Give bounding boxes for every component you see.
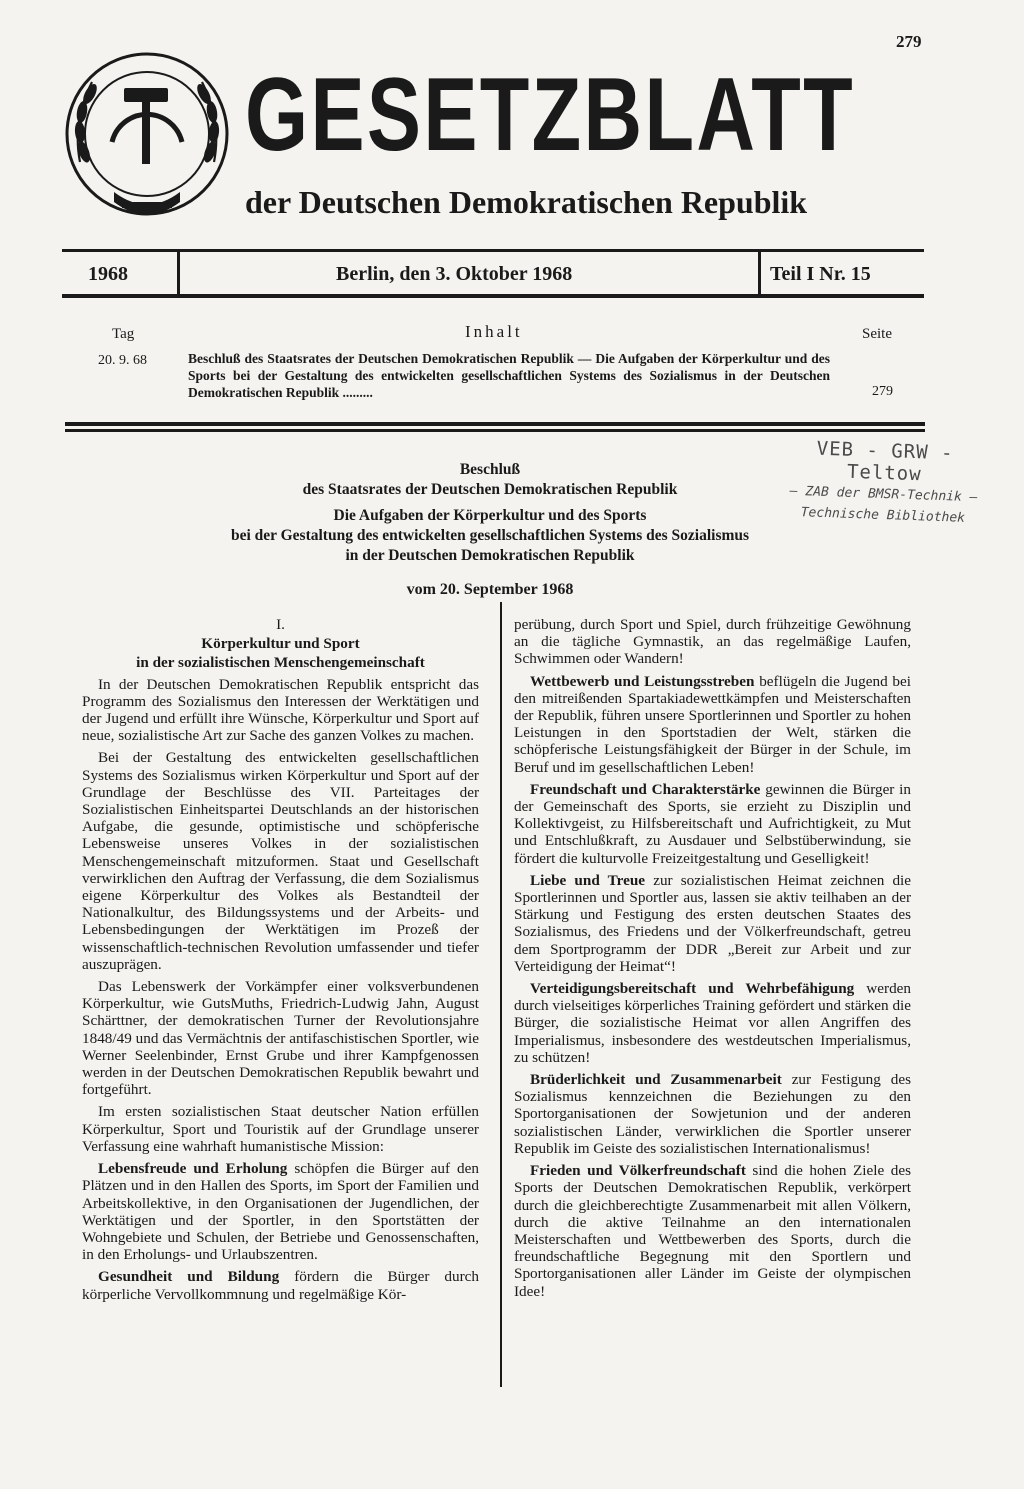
paragraph-text: beflügeln die Jugend bei den mitreißenden Spartakiadewettkämpfen und Meisterschaften der Republik, führen unsere Sportlerinnen und Sportler zu hohen Leistungen in den Sportstadien der Welt, stärken die schöpferische Leistungsfähigkeit der Bürger in der Schule, im Beruf und im gesellschaftlichen Leben! bbox=[514, 672, 911, 776]
page-number: 279 bbox=[896, 32, 922, 51]
resolution-line-4: bei der Gestaltung des entwickelten gesellschaftlichen Systems des Sozialismus bbox=[230, 527, 750, 544]
toc-entry-leader: ......... bbox=[342, 385, 373, 400]
paragraph bbox=[514, 1162, 911, 1300]
toc-header-day: Tag bbox=[112, 326, 135, 342]
paragraph bbox=[514, 673, 911, 776]
paragraph-keyword: Brüderlichkeit und Zusammenarbeit bbox=[530, 1071, 782, 1089]
paragraph-text: sind die hohen Ziele des Sports der Deutschen Demokratischen Republik, verkörpert durch die gleichberechtigte Zusammenarbeit mit allen Völkern, durch die aktive Teilnahme an den internationalen Meisterschaften und Wettbewerben des Sports, durch die freundschaftliche Begegnung mit den Sportlern und Sportorganisationen aller Länder im Geiste der olympischen Idee! bbox=[514, 1162, 911, 1300]
paragraph bbox=[514, 872, 911, 975]
paragraph-keyword: Liebe und Treue bbox=[530, 871, 646, 889]
toc-entry-page: 279 bbox=[872, 384, 893, 399]
toc-entry-text: Beschluß des Staatsrates der Deutschen Demokratischen Republik — Die Aufgaben der Körperkultur und des Sports bei der Gestaltung des entwickelten gesellschaftlichen Systems des Sozialismus in der Deutschen Demokratischen Republik bbox=[188, 351, 830, 400]
paragraph bbox=[514, 781, 911, 867]
section-numeral: I. bbox=[276, 616, 285, 633]
paragraph-text: werden durch vielseitiges körperliches Training gefördert und stärken die Bürger, die sozialistische Heimat vor allen Angriffen des Imperialismus, insbesondere des westdeutschen Imperialismus, zu schützen! bbox=[514, 980, 911, 1066]
double-rule bbox=[65, 422, 925, 434]
resolution-title-block bbox=[170, 460, 810, 600]
paragraph: In der Deutschen Demokratischen Republik entspricht das Programm des Sozialismus den Interessen der Werktätigen und der Jugend und erfüllt ihre Wünsche, Körperkultur und Sport auf neue, sozialistische Art zur Sache des ganzen Volkes zu machen. bbox=[82, 675, 479, 745]
paragraph bbox=[82, 1268, 479, 1302]
masthead-subtitle: der Deutschen Demokratischen Republik bbox=[245, 184, 808, 220]
state-emblem-icon bbox=[62, 42, 232, 232]
paragraph-keyword: Frieden und Völkerfreundschaft bbox=[530, 1162, 746, 1180]
stamp-line-2: — ZAB der BMSR-Technik — bbox=[789, 483, 978, 506]
resolution-line-1: Beschluß bbox=[459, 461, 521, 478]
right-column bbox=[514, 616, 911, 1305]
paragraph-text: zur sozialistischen Heimat zeichnen die Sportlerinnen und Sportler aus, lassen sie aktiv teilhaben an der Stärkung und Festigung des ersten deutschen Staates des Sozialismus, des Friedens und der Völkerfreundschaft, getreu dem Sportprogramm der DDR „Bereit zur Arbeit und zur Verteidigung der Heimat“! bbox=[514, 871, 911, 975]
paragraph: Bei der Gestaltung des entwickelten gesellschaftlichen Systems des Sozialismus wirken Körperkultur und Sport auf der Grundlage der Beschlüsse des VII. Parteitages der Sozialistischen Einheitspartei Deutschlands an der historischen Aufgabe, die gesunde, optimistische und schöpferische Lebensweise unseres Volkes in der sozialistischen Menschengemeinschaft mitzuformen. Staat und Gesellschaft verwirklichen den Auftrag der Verfassung, die dem Sozialismus eigene Körperkultur des Volkes als Bestandteil der Nationalkultur, des Bildungssystems und der Arbeits- und Lebensbedingungen der Werktätigen im Prozeß der wissenschaftlich-technischen Revolution umfassender und tiefer auszuprägen. bbox=[82, 749, 479, 973]
toc-header-page: Seite bbox=[862, 326, 892, 342]
resolution-line-2: des Staatsrates der Deutschen Demokratischen Republik bbox=[302, 481, 678, 498]
paragraph-text: gewinnen die Bürger in der Gemeinschaft des Sports, sie erzieht zu Disziplin und Kollektivgeist, zu Hilfsbereitschaft und Aufrichtigkeit, zu Mut und Entschlußkraft, zu Ausdauer und Selbstüberwindung, sie fördert die kulturvolle Freizeitgestaltung und Geselligkeit! bbox=[514, 780, 911, 867]
stamp-line-1: VEB - GRW - Teltow bbox=[816, 437, 954, 486]
toc-entry-date: 20. 9. 68 bbox=[98, 353, 147, 368]
paragraph: Im ersten sozialistischen Staat deutscher Nation erfüllen Körperkultur, Sport und Touristik auf der Grundlage unserer Verfassung eine wahrhaft humanistische Mission: bbox=[82, 1103, 479, 1155]
paragraph bbox=[82, 1160, 479, 1263]
header-separator bbox=[758, 252, 761, 294]
paragraph-keyword: Wettbewerb und Leistungsstreben bbox=[530, 672, 755, 690]
paragraph: Das Lebenswerk der Vorkämpfer einer volksverbundenen Körperkultur, wie GutsMuths, Friedrich-Ludwig Jahn, August Schärttner, der demokratischen Turner der Revolutionsjahre 1848/49 und das Vermächtnis der antifaschistischen Sportler, wie Werner Seelenbinder, Ernst Grube und ihrer Kampfgenossen werden in der Deutschen Demokratischen Republik bewahrt und fortgeführt. bbox=[82, 978, 479, 1099]
header-rule-bottom bbox=[62, 294, 924, 298]
resolution-line-5: in der Deutschen Demokratischen Republik bbox=[345, 547, 635, 564]
section-heading-2: in der sozialistischen Menschengemeinschaft bbox=[136, 654, 425, 672]
header-separator bbox=[177, 252, 180, 294]
resolution-date: vom 20. September 1968 bbox=[406, 581, 574, 598]
paragraph-keyword: Freundschaft und Charakterstärke bbox=[530, 780, 761, 798]
paragraph: perübung, durch Sport und Spiel, durch frühzeitige Gewöhnung an die tägliche Gymnastik, an das regelmäßige Laufen, Schwimmen oder Wandern! bbox=[514, 616, 911, 668]
left-column bbox=[82, 616, 479, 1308]
paragraph bbox=[514, 980, 911, 1066]
column-divider bbox=[500, 602, 502, 1387]
paragraph-text: zur Festigung des Sozialismus kennzeichnen die Beziehungen zu den Sportorganisationen der Sowjetunion und der anderen sozialistischen Länder, verwirklichen die Sportler unserer Republik im Geiste des sozialistischen Internationalismus! bbox=[514, 1071, 911, 1157]
header-place-date: Berlin, den 3. Oktober 1968 bbox=[336, 263, 573, 285]
library-stamp bbox=[783, 437, 986, 530]
paragraph-keyword: Verteidigungsbereitschaft und Wehrbefähigung bbox=[530, 980, 855, 998]
issue-header-bar bbox=[62, 249, 924, 299]
header-issue: Teil I Nr. 15 bbox=[770, 263, 871, 285]
paragraph-text: fördern die Bürger durch körperliche Vervollkommnung und regelmäßige Kör- bbox=[82, 1268, 479, 1303]
header-year: 1968 bbox=[88, 263, 128, 285]
paragraph-text: schöpfen die Bürger auf den Plätzen und in den Hallen des Sports, im Sport der Familien und Arbeitskollektive, in den Organisationen der Jugendlichen, der Werktätigen und der Sportler, in den Sportstätten der Wohngebiete und Schulen, der Betriebe und Genossenschaften, in den Erholungs- und Urlaubszentren. bbox=[82, 1160, 479, 1264]
paragraph-keyword: Lebensfreude und Erholung bbox=[98, 1160, 288, 1178]
stamp-line-3: Technische Bibliothek bbox=[800, 505, 966, 526]
resolution-line-3: Die Aufgaben der Körperkultur und des Sports bbox=[333, 507, 647, 524]
toc-entry bbox=[188, 350, 830, 401]
paragraph bbox=[514, 1071, 911, 1157]
paragraph-keyword: Gesundheit und Bildung bbox=[98, 1268, 280, 1286]
header-rule-top bbox=[62, 249, 924, 252]
section-heading-1: Körperkultur und Sport bbox=[201, 635, 360, 653]
toc-header-title: Inhalt bbox=[465, 322, 523, 341]
masthead-title: GESETZBLATT bbox=[245, 57, 856, 173]
